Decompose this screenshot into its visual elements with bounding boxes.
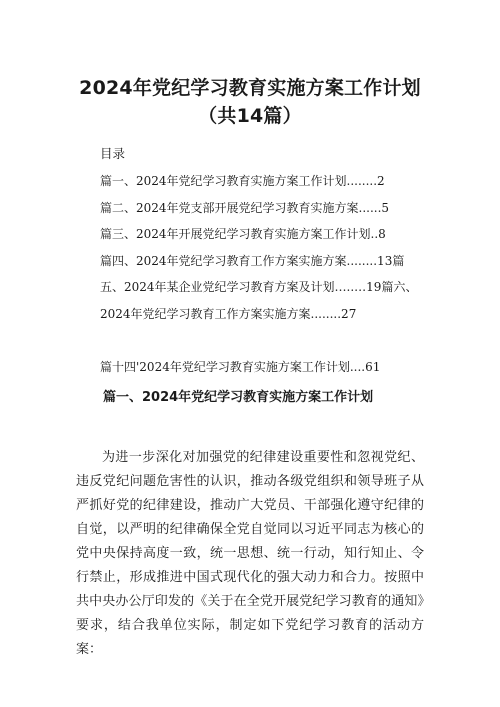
toc-line: 篇二、2024年党支部开展党纪学习教育实施方案......5 [100, 200, 390, 215]
toc-line: 五、2024年某企业党纪学习教育方案及计划…..…19篇六、 [100, 280, 418, 294]
toc-line: 2024年党纪学习教育工作方案实施方案........27 [100, 306, 357, 321]
document-title: 2024年党纪学习教育实施方案工作计划（共14篇） [79, 77, 421, 127]
body-paragraph: 为进一步深化对加强党的纪律建设重要性和忽视党纪、违反党纪问题危害性的认识，推动各级党组织和领导班子从严抓好党的纪律建设，推动广大党员、干部强化遵守纪律的自觉，以严明的纪律确保全党自觉同以习近平同志为核心的党中央保持高度一致，统一思想、统一行动，知行知止、令行禁止，形成推进中国式现代化的强大动力和合力。按照中共中央办公厅印发的《关于在全党开展党纪学习教育的通知》要求，结合我单位实际，制定如下党纪学习教育的活动方案： [76, 450, 424, 657]
toc-line: 篇四、2024年党纪学习教育工作方案实施方案........13篇 [100, 253, 405, 268]
toc-heading: 目录 [100, 146, 126, 161]
toc-line: 篇一、2024年党纪学习教育实施方案工作计划........2 [100, 174, 385, 188]
section-heading: 篇一、2024年党纪学习教育实施方案工作计划 [103, 390, 374, 405]
toc-line-last: 篇十四'2024年党纪学习教育实施方案工作计划....61 [100, 360, 381, 374]
table-of-contents [100, 168, 440, 327]
toc-line: 篇三、2024年开展党纪学习教育实施方案工作计划..8 [100, 227, 386, 241]
